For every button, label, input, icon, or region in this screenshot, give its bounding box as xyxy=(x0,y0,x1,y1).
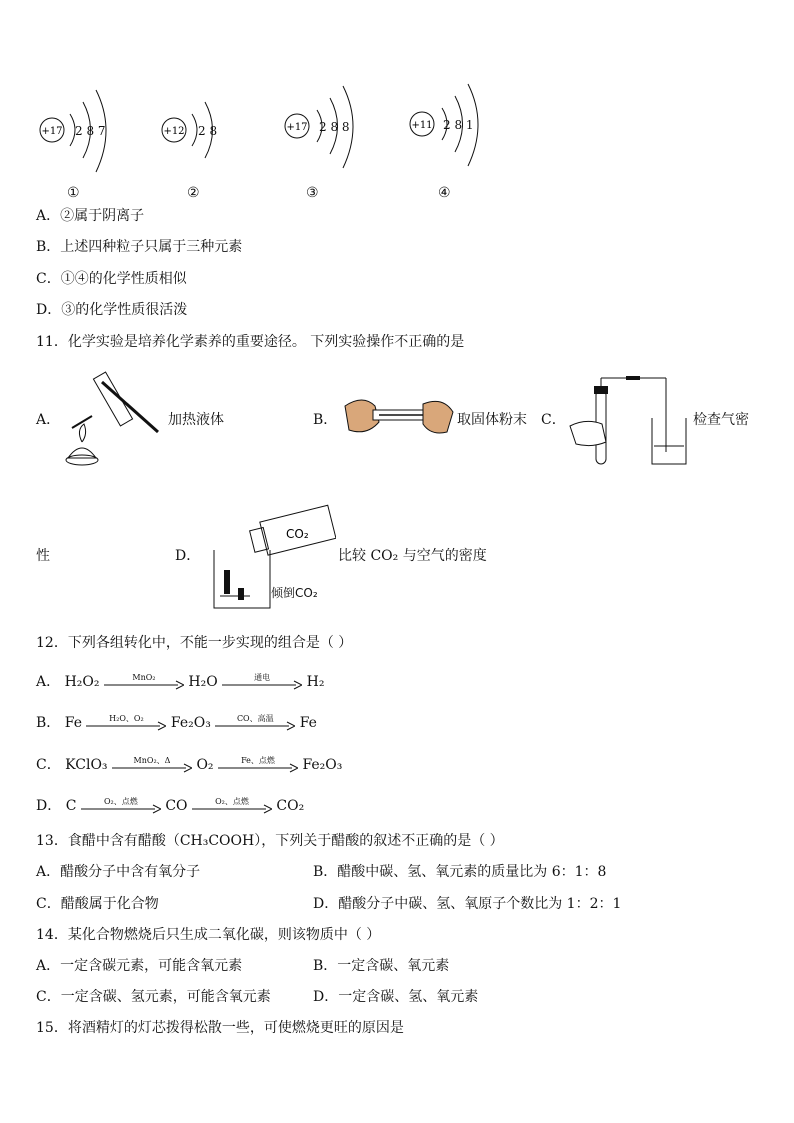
species: H₂ xyxy=(306,674,325,690)
reaction-arrow: MnO₂ xyxy=(104,673,184,691)
airtightness-check-illustration xyxy=(566,372,692,468)
q14-option-c: C．一定含碳、氢元素，可能含氧元素 xyxy=(36,989,271,1005)
q12-option-c xyxy=(36,756,342,774)
nucleus-label: +11 xyxy=(411,120,433,131)
q14-option-b: B．一定含碳、氧元素 xyxy=(313,958,450,974)
species: KClO₃ xyxy=(65,757,108,773)
atom-4-label: ④ xyxy=(438,185,451,201)
species: Fe₂O₃ xyxy=(302,757,343,773)
atom-3-label: ③ xyxy=(306,185,319,201)
co2-bottle-label: CO₂ xyxy=(286,527,309,541)
q14-option-a: A．一定含碳元素，可能含氧元素 xyxy=(36,958,243,974)
reaction-arrow: O₂、点燃 xyxy=(81,797,161,815)
q14-stem: 14．某化合物燃烧后只生成二氧化碳，则该物质中（ ） xyxy=(36,927,381,943)
option-letter: D． xyxy=(36,798,62,814)
option-letter: C． xyxy=(36,757,61,773)
q11-b-caption: 取固体粉末 xyxy=(457,412,527,428)
nucleus-label: +17 xyxy=(41,126,63,137)
q11-d-pour-label: 倾倒CO₂ xyxy=(271,586,318,600)
reaction-arrow: O₂、点燃 xyxy=(192,797,272,815)
option-letter: B． xyxy=(36,715,61,731)
q10-option-a: A．②属于阴离子 xyxy=(36,208,145,224)
atom-2-shells: 2 8 xyxy=(198,124,218,138)
q14-option-d: D．一定含碳、氢、氧元素 xyxy=(313,989,479,1005)
q11-d-letter: D． xyxy=(175,548,201,564)
atom-2-label: ② xyxy=(187,185,200,201)
reaction-arrow: Fe、点燃 xyxy=(218,756,298,774)
q11-c-letter: C． xyxy=(541,412,566,428)
nucleus-label: +12 xyxy=(163,126,185,137)
species: CO xyxy=(165,798,188,814)
atom-3-shells: 2 8 8 xyxy=(319,120,350,134)
q10-option-c: C．①④的化学性质相似 xyxy=(36,271,187,287)
species: CO₂ xyxy=(276,798,305,814)
q11-a-caption: 加热液体 xyxy=(168,412,224,428)
q13-option-c: C．醋酸属于化合物 xyxy=(36,896,159,912)
powder-sampling-illustration xyxy=(343,392,455,442)
q10-option-b: B．上述四种粒子只属于三种元素 xyxy=(36,239,243,255)
heating-liquid-illustration xyxy=(62,368,164,468)
reaction-arrow: MnO₂、Δ xyxy=(112,756,192,774)
q12-option-d xyxy=(36,797,304,815)
species: Fe xyxy=(299,715,317,731)
species: H₂O₂ xyxy=(64,674,100,690)
q15-stem: 15．将酒精灯的灯芯拨得松散一些，可使燃烧更旺的原因是 xyxy=(36,1020,404,1036)
reaction-arrow: H₂O、O₂ xyxy=(86,714,166,732)
nucleus-label: +17 xyxy=(286,122,308,133)
species: Fe₂O₃ xyxy=(170,715,211,731)
q11-c-caption-cont: 性 xyxy=(36,548,50,564)
q11-c-caption: 检查气密 xyxy=(693,412,749,428)
q13-stem: 13．食醋中含有醋酸（CH₃COOH），下列关于醋酸的叙述不正确的是（ ） xyxy=(36,833,504,849)
q10-option-d: D．③的化学性质很活泼 xyxy=(36,302,188,318)
option-letter: A． xyxy=(36,674,61,690)
reaction-arrow: 通电 xyxy=(222,673,302,691)
q11-stem: 11．化学实验是培养化学素养的重要途径。 下列实验操作不正确的是 xyxy=(36,334,465,350)
q11-a-letter: A． xyxy=(36,412,61,428)
atom-4-shells: 2 8 1 xyxy=(443,118,474,132)
atom-1-label: ① xyxy=(67,185,80,201)
species: Fe xyxy=(64,715,82,731)
species: H₂O xyxy=(188,674,218,690)
q12-option-a xyxy=(36,673,324,691)
q11-b-letter: B． xyxy=(313,412,338,428)
q13-option-b: B．醋酸中碳、氢、氧元素的质量比为 6：1：8 xyxy=(313,864,607,880)
atom-1-shells: 2 8 7 xyxy=(75,124,106,138)
species: C xyxy=(65,798,77,814)
q12-option-b xyxy=(36,714,317,732)
q13-option-a: A．醋酸分子中含有氧分子 xyxy=(36,864,201,880)
species: O₂ xyxy=(196,757,214,773)
reaction-arrow: CO、高温 xyxy=(215,714,295,732)
q11-d-caption: 比较 CO₂ 与空气的密度 xyxy=(338,548,487,564)
q13-option-d: D．醋酸分子中碳、氢、氧原子个数比为 1：2：1 xyxy=(313,896,622,912)
q12-stem: 12．下列各组转化中，不能一步实现的组合是（ ） xyxy=(36,635,353,651)
